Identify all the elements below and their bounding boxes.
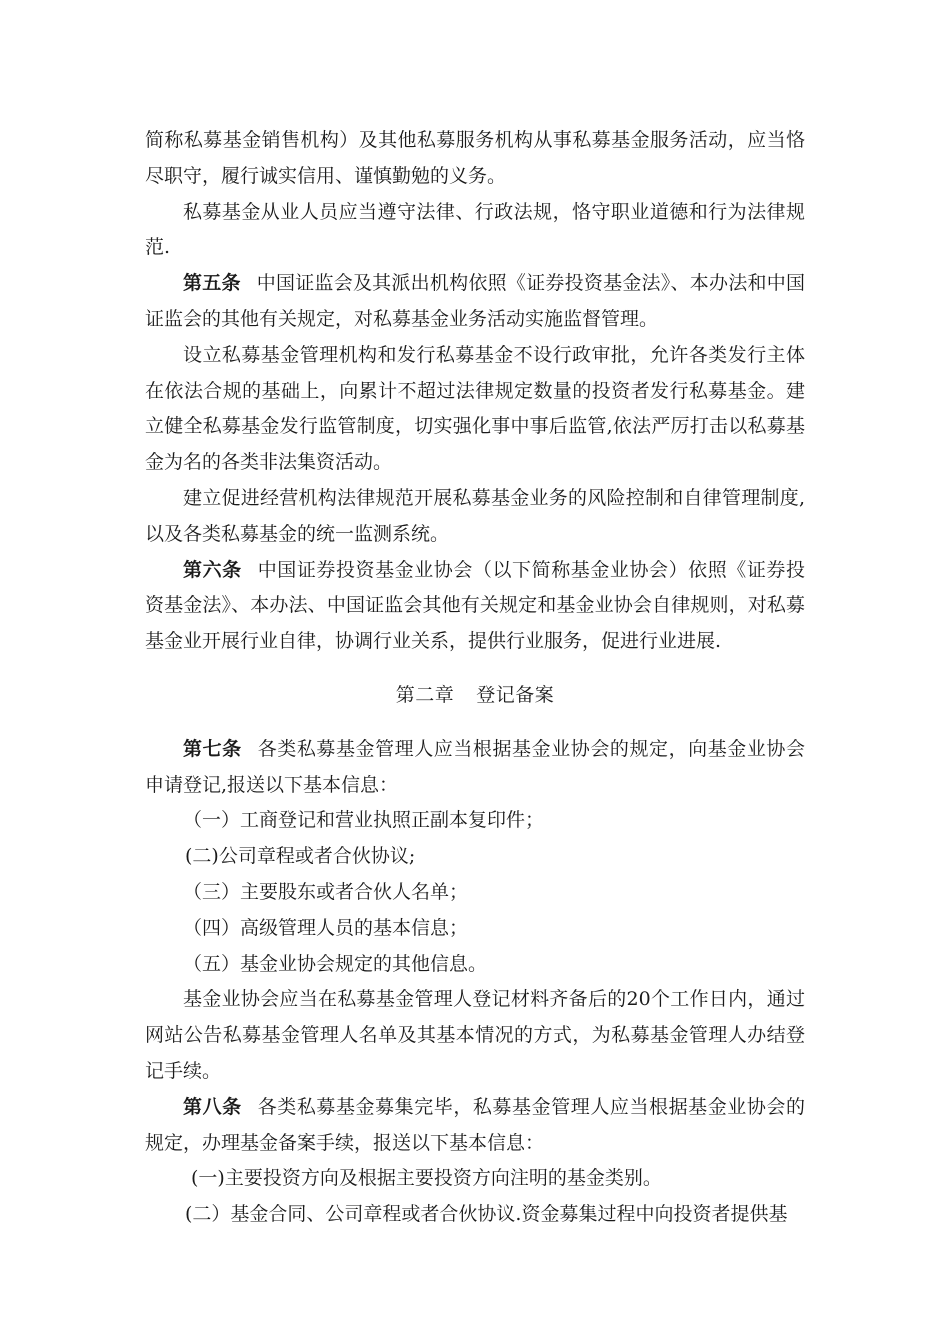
article-7-item-1: （一）工商登记和营业执照正副本复印件； <box>183 809 545 832</box>
article-6-text: 中国证券投资基金业协会（以下简称基金业协会）依照《证券投资基金法》、本办法、中国证监会其他有关规定和基金业协会自律规则，对私募基金业开展行业自律，协调行业关系，提供行业服务，促进行业进展. <box>145 558 805 653</box>
article-7-item-5: （五）基金业协会规定的其他信息。 <box>183 952 488 975</box>
paragraph-registration-deadline: 基金业协会应当在私募基金管理人登记材料齐备后的20个工作日内，通过网站公告私募基金管理人名单及其基本情况的方式，为私募基金管理人办结登记手续。 <box>145 988 805 1082</box>
article-8-text: 各类私募基金募集完毕，私募基金管理人应当根据基金业协会的规定，办理基金备案手续，报送以下基本信息： <box>145 1095 805 1154</box>
document-body <box>145 123 805 1233</box>
article-7-item-2: (二)公司章程或者合伙协议; <box>185 845 416 868</box>
article-6-label: 第六条 <box>183 558 242 581</box>
article-5 <box>145 266 805 338</box>
article-7-label: 第七条 <box>183 737 242 760</box>
chapter-number: 第二章 <box>395 683 455 706</box>
article-8 <box>145 1090 805 1162</box>
article-7-text: 各类私募基金管理人应当根据基金业协会的规定，向基金业协会申请登记,报送以下基本信息： <box>145 737 805 796</box>
article-7-item-4: （四）高级管理人员的基本信息； <box>183 916 469 939</box>
paragraph-no-approval: 设立私募基金管理机构和发行私募基金不设行政审批，允许各类发行主体在依法合规的基础上，向累计不超过法律规定数量的投资者发行私募基金。建立健全私募基金发行监管制度，切实强化事中事后监管,依法严厉打击以私募基金为名的各类非法集资活动。 <box>145 343 805 474</box>
article-8-item-1: (一)主要投资方向及根据主要投资方向注明的基金类别。 <box>191 1167 662 1190</box>
article-5-label: 第五条 <box>183 272 241 295</box>
chapter-title: 登记备案 <box>476 683 555 706</box>
article-8-label: 第八条 <box>183 1095 242 1118</box>
paragraph-practitioners: 私募基金从业人员应当遵守法律、行政法规，恪守职业道德和行为法律规范. <box>145 200 805 259</box>
article-6 <box>145 553 805 660</box>
article-8-item-2: (二）基金合同、公司章程或者合伙协议.资金募集过程中向投资者提供基 <box>185 1203 788 1226</box>
chapter-heading <box>145 678 805 714</box>
article-7-item-3: （三）主要股东或者合伙人名单； <box>183 880 469 903</box>
article-5-text: 中国证监会及其派出机构依照《证券投资基金法》、本办法和中国证监会的其他有关规定，对私募基金业务活动实施监督管理。 <box>145 272 805 330</box>
paragraph-risk-control: 建立促进经营机构法律规范开展私募基金业务的风险控制和自律管理制度,以及各类私募基金的统一监测系统。 <box>145 486 805 545</box>
article-7 <box>145 732 805 804</box>
paragraph-continuation: 简称私募基金销售机构）及其他私募服务机构从事私募基金服务活动，应当恪尽职守，履行诚实信用、谨慎勤勉的义务。 <box>145 129 805 187</box>
